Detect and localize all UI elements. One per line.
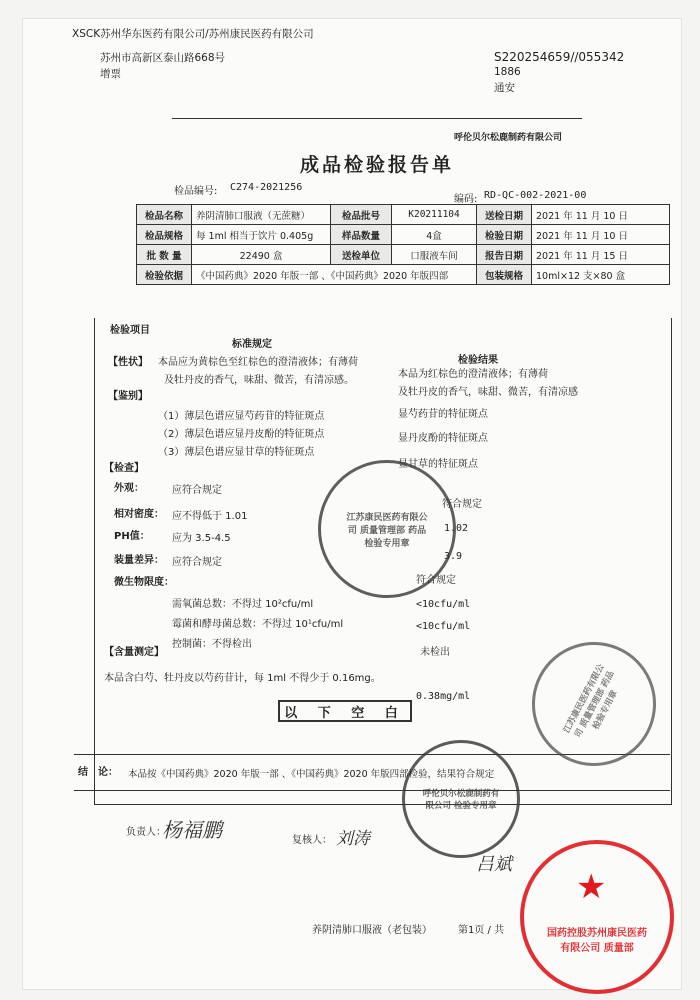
package-label: 包装规格	[477, 265, 532, 285]
company-line: XSCK苏州华东医药有限公司/苏州康民医药有限公司	[72, 28, 314, 40]
traits-standard-2: 及牡丹皮的香气，味甜、微苦，有清凉感。	[164, 375, 354, 386]
conclusion-label: 结 论：	[78, 767, 118, 778]
micro-standard-3: 控制菌：不得检出	[172, 639, 252, 650]
footer-page: 第1页 / 共	[458, 925, 505, 936]
report-date-label: 报告日期	[477, 245, 532, 265]
responsible-label: 负责人：	[126, 827, 166, 838]
traits-standard-1: 本品应为黄棕色至红棕色的澄清液体；有薄荷	[158, 357, 358, 368]
responsible-signature: 杨福鹏	[162, 818, 222, 842]
header-divider	[172, 118, 582, 119]
appearance-standard: 应符合规定	[172, 485, 222, 496]
conclusion-text: 本品按《中国药典》2020 年版一部 、《中国药典》2020 年版四部检验，结果符合规定	[128, 769, 495, 780]
footer-product: 养阴清肺口服液（老包装）	[312, 925, 432, 936]
company-address: 苏州市高新区泰山路668号	[100, 52, 226, 64]
package-value: 10ml×12 支×80 盒	[532, 265, 670, 285]
table-row	[137, 225, 670, 245]
micro-label: 微生物限度：	[114, 577, 174, 588]
report-number-label: 检品编号:	[174, 186, 218, 197]
submit-unit-label: 送检单位	[331, 245, 392, 265]
red-company-stamp	[520, 840, 674, 994]
ident-result-3: 显甘草的特征斑点	[398, 459, 478, 470]
ph-result: 3.9	[444, 551, 463, 562]
basis-label: 检验依据	[137, 265, 192, 285]
conclusion-divider-bottom	[74, 790, 670, 791]
batch-label: 检品批号	[331, 205, 392, 225]
micro-result-2: <10cfu/ml	[416, 621, 471, 632]
name-label: 检品名称	[137, 205, 192, 225]
invoice-type: 增票	[100, 68, 121, 80]
assay-standard: 本品含白芍、牡丹皮以芍药苷计，每 1ml 不得少于 0.16mg。	[104, 673, 381, 684]
density-standard: 应不得低于 1.01	[172, 511, 248, 522]
micro-result-3: 未检出	[420, 647, 450, 658]
col-result-header: 检验结果	[458, 355, 498, 366]
spec-label: 检品规格	[137, 225, 192, 245]
info-table	[136, 204, 670, 285]
ident-result-2: 显丹皮酚的特征斑点	[398, 433, 488, 444]
col-standard-header: 标准规定	[232, 339, 272, 350]
fill-standard: 应符合规定	[172, 557, 222, 568]
ph-label: PH值：	[114, 531, 150, 542]
micro-standard-2: 霉菌和酵母菌总数：不得过 10¹cfu/ml	[172, 619, 344, 630]
assay-label: 【含量测定】	[104, 647, 164, 658]
manufacturer-stamp-text: 呼伦贝尔松鹿制药有限公司 检验专用章	[422, 789, 500, 811]
page-title: 成品检验报告单	[300, 154, 455, 176]
manufacturer-stamp	[402, 740, 520, 858]
col-item-header: 检验项目	[110, 325, 150, 336]
micro-standard-1: 需氧菌总数：不得过 10²cfu/ml	[172, 599, 314, 610]
table-row	[137, 245, 670, 265]
ident-result-1: 显芍药苷的特征斑点	[398, 409, 488, 420]
traits-result-1: 本品为红棕色的澄清液体；有薄荷	[398, 369, 548, 380]
ph-standard: 应为 3.5-4.5	[172, 533, 231, 544]
basis-value: 《中国药典》2020 年版一部 、《中国药典》2020 年版四部	[192, 265, 477, 285]
table-row	[137, 265, 670, 285]
product-name: 养阴清肺口服液（无蔗糖）	[192, 205, 331, 225]
carrier: 通安	[494, 82, 515, 94]
sample-qty-label: 样品数量	[331, 225, 392, 245]
report-date: 2021 年 11 月 15 日	[532, 245, 670, 265]
document-number: S220254659//055342	[494, 50, 625, 64]
code-value: RD-QC-002-2021-00	[484, 190, 587, 201]
quality-dept-stamp-text: 江苏康民医药有限公司 质量管理部 药品检验专用章	[346, 512, 428, 549]
sample-qty: 4盒	[392, 225, 477, 245]
traits-result-2: 及牡丹皮的香气，味甜、微苦，有清凉感	[398, 387, 578, 398]
appearance-result: 符合规定	[442, 499, 482, 510]
ident-label: 【鉴别】	[108, 391, 148, 402]
density-result: 1.02	[444, 523, 469, 534]
fill-label: 装量差异：	[114, 555, 164, 566]
assay-result: 0.38mg/ml	[416, 691, 471, 702]
lot-qty: 22490 盒	[192, 245, 331, 265]
document-code: 1886	[494, 66, 521, 78]
inspect-date-label: 检验日期	[477, 225, 532, 245]
micro-result-1: <10cfu/ml	[416, 599, 471, 610]
batch-number: K20211104	[392, 205, 477, 225]
submit-date-label: 送检日期	[477, 205, 532, 225]
reviewer-label: 复核人：	[292, 835, 332, 846]
report-sheet	[22, 18, 682, 990]
spec-value: 每 1ml 相当于饮片 0.405g	[192, 225, 331, 245]
reviewer-signature: 刘涛	[336, 829, 370, 849]
submit-date: 2021 年 11 月 10 日	[532, 205, 670, 225]
ident-standard-2: （2）薄层色谱应显丹皮酚的特征斑点	[158, 429, 325, 440]
quality-dept-stamp	[318, 460, 456, 598]
code-label: 编码:	[454, 194, 478, 205]
red-company-stamp-text: 国药控股苏州康民医药有限公司 质量部	[547, 928, 647, 954]
manufacturer: 呼伦贝尔松鹿制药有限公司	[454, 133, 563, 143]
table-row	[137, 205, 670, 225]
inspector-signature: 吕斌	[476, 854, 512, 875]
ident-standard-1: （1）薄层色谱应显芍药苷的特征斑点	[158, 411, 325, 422]
star-icon: ★	[576, 867, 607, 907]
appearance-label: 外观：	[114, 483, 144, 494]
check-label: 【检查】	[104, 463, 144, 474]
traits-label: 【性状】	[108, 357, 148, 368]
lot-qty-label: 批 数 量	[137, 245, 192, 265]
report-number: C274-2021256	[230, 182, 303, 193]
density-label: 相对密度：	[114, 509, 164, 520]
blank-below-box: 以 下 空 白	[278, 700, 412, 722]
fill-result: 符合规定	[416, 575, 456, 586]
ident-standard-3: （3）薄层色谱应显甘草的特征斑点	[158, 447, 315, 458]
submit-unit: 口服液车间	[392, 245, 477, 265]
right-quality-stamp-text: 江苏康民医药有限公司 质量管理部 药品检验专用章	[561, 662, 620, 740]
inspect-date: 2021 年 11 月 10 日	[532, 225, 670, 245]
